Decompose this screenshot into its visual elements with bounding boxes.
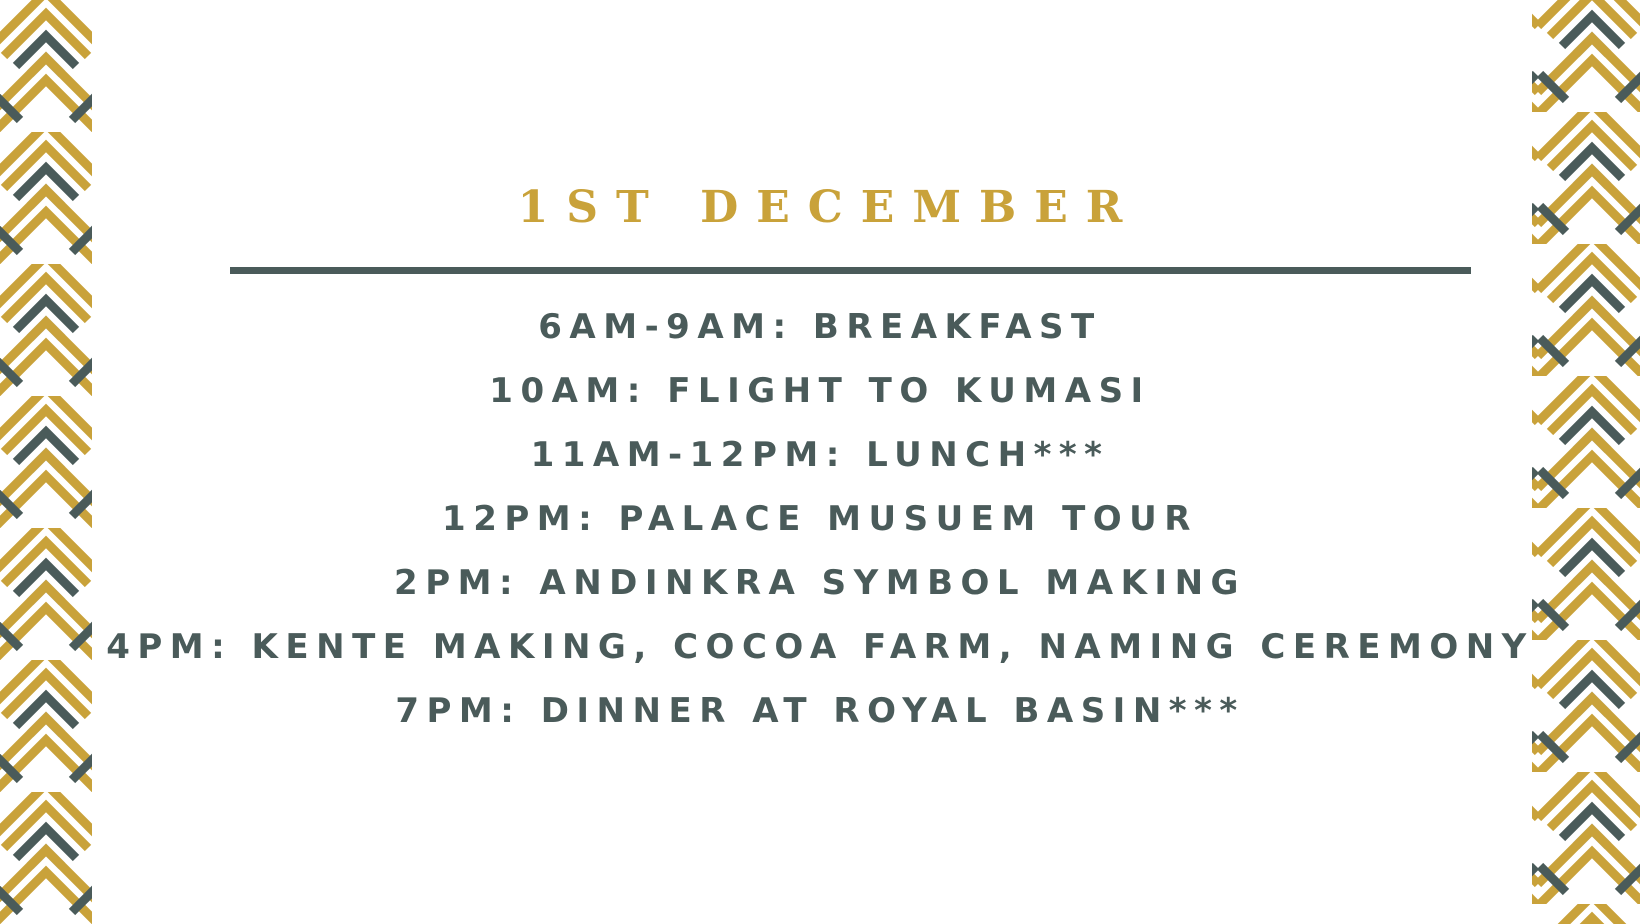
schedule-item: 4PM: KENTE MAKING, COCOA FARM, NAMING CEREMONY <box>106 627 1534 667</box>
schedule-item: 2PM: ANDINKRA SYMBOL MAKING <box>394 563 1246 603</box>
page-title: 1ST DECEMBER <box>517 182 1141 233</box>
schedule-list <box>0 297 1640 745</box>
schedule-item: 11AM-12PM: LUNCH*** <box>530 435 1110 475</box>
title-divider <box>230 267 1471 274</box>
schedule-item: 10AM: FLIGHT TO KUMASI <box>489 371 1151 411</box>
schedule-item: 6AM-9AM: BREAKFAST <box>538 307 1102 347</box>
schedule-item: 12PM: PALACE MUSUEM TOUR <box>442 499 1198 539</box>
schedule-item: 7PM: DINNER AT ROYAL BASIN*** <box>395 691 1245 731</box>
